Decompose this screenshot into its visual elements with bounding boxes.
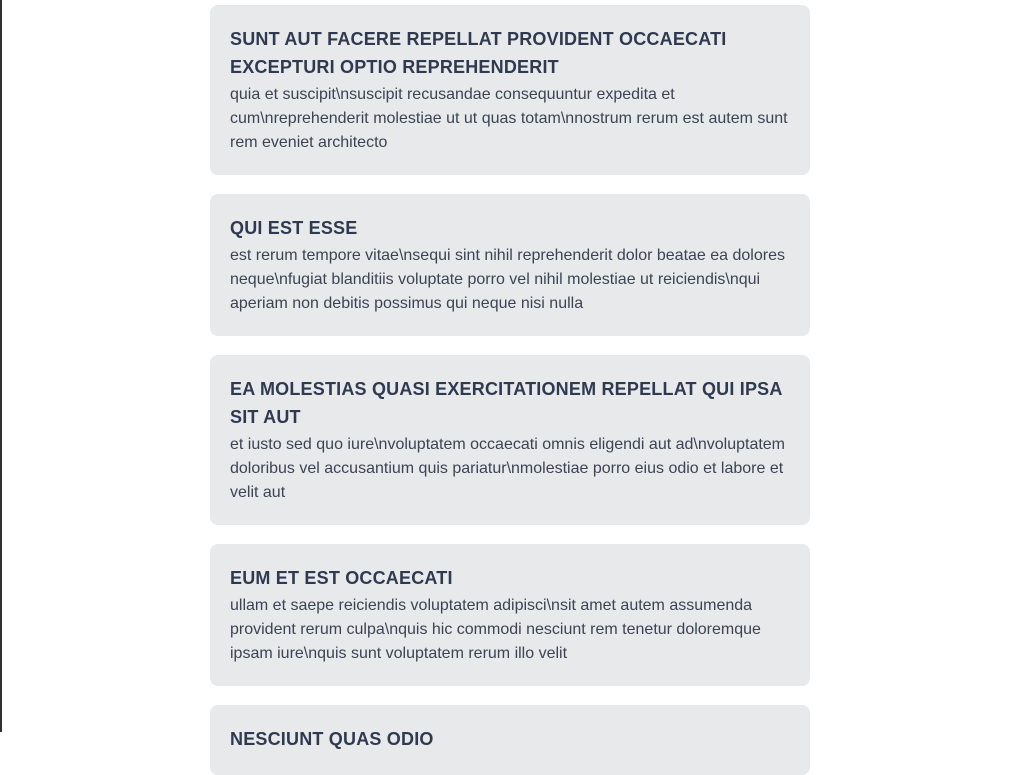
post-title: SUNT AUT FACERE REPELLAT PROVIDENT OCCAECATI EXCEPTURI OPTIO REPREHENDERIT — [230, 29, 727, 77]
post-body: ullam et saepe reiciendis voluptatem adipisci\nsit amet autem assumenda provident rerum culpa\nquis hic commodi nesciunt rem tenetur doloremque ipsam iure\nquis sunt voluptatem rerum illo velit — [230, 597, 761, 662]
post-body: quia et suscipit\nsuscipit recusandae consequuntur expedita et cum\nreprehenderit molestiae ut ut quas totam\nnostrum rerum est autem sunt rem eveniet architecto — [230, 86, 788, 151]
window-left-border — [0, 0, 2, 732]
post-title: NESCIUNT QUAS ODIO — [230, 729, 434, 749]
post-body: et iusto sed quo iure\nvoluptatem occaecati omnis eligendi aut ad\nvoluptatem doloribus vel accusantium quis pariatur\nmolestiae porro eius odio et labore et velit aut — [230, 436, 786, 501]
post-body: est rerum tempore vitae\nsequi sint nihil reprehenderit dolor beatae ea dolores neque\nfugiat blanditiis voluptate porro vel nihil molestiae ut reiciendis\nqui aperiam non debitis possimus qui neque nisi nulla — [230, 247, 785, 312]
post-title: EA MOLESTIAS QUASI EXERCITATIONEM REPELLAT QUI IPSA SIT AUT — [230, 379, 782, 427]
post-card — [210, 705, 810, 775]
post-card — [210, 355, 810, 525]
post-card — [210, 5, 810, 175]
posts-feed — [210, 0, 810, 775]
post-card — [210, 544, 810, 686]
post-title: EUM ET EST OCCAECATI — [230, 568, 453, 588]
post-card — [210, 194, 810, 336]
post-title: QUI EST ESSE — [230, 218, 358, 238]
